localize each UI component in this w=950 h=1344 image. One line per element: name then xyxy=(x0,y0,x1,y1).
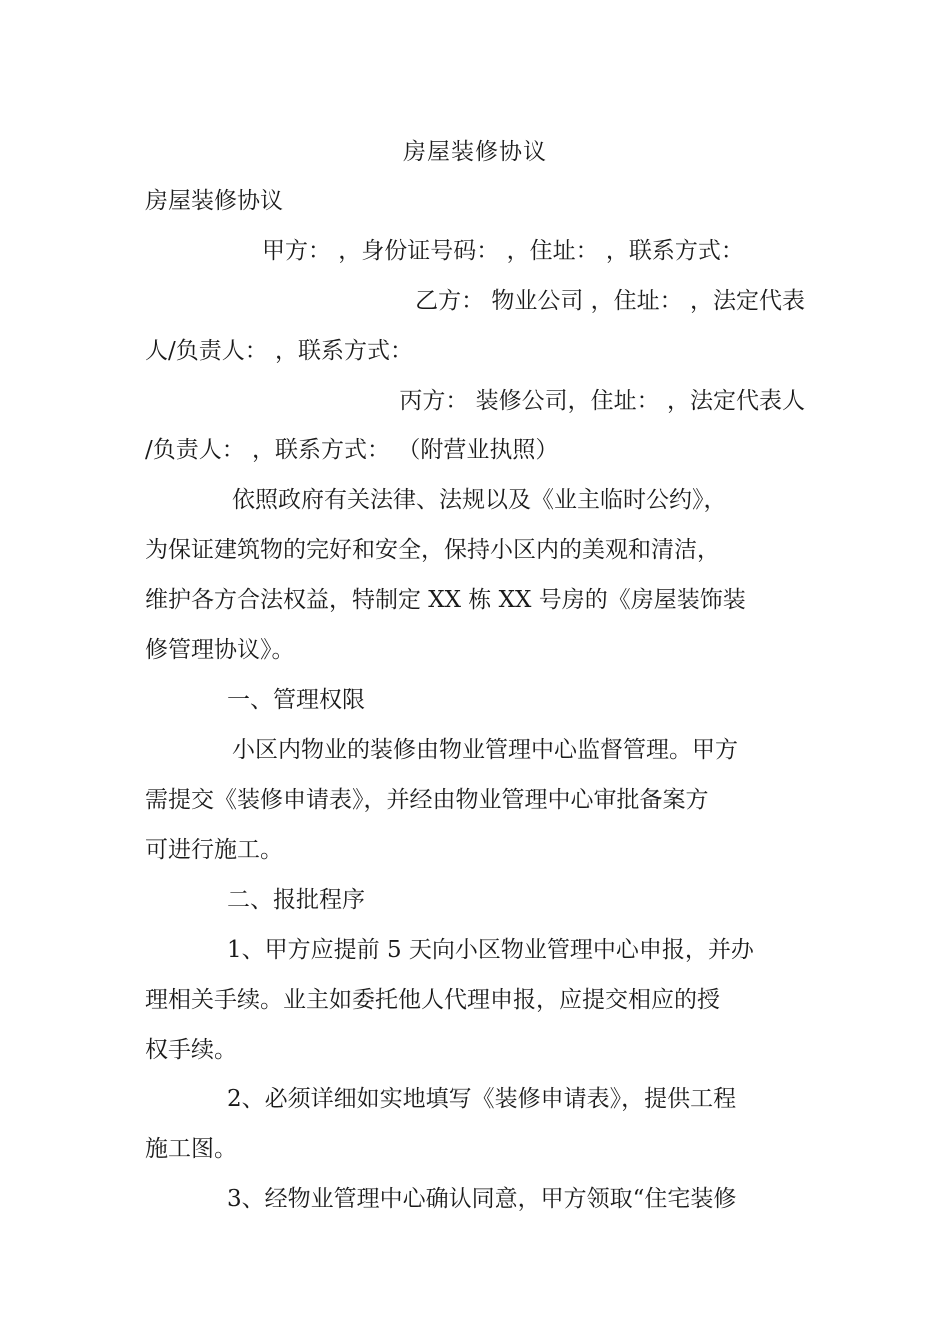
section-1-line-3: 可进行施工。 xyxy=(145,837,283,863)
document-subtitle: 房屋装修协议 xyxy=(145,188,283,214)
item-2-line-2: 施工图。 xyxy=(145,1136,237,1162)
item-1-line-1: 1、甲方应提前 5 天向小区物业管理中心申报，并办 xyxy=(227,937,754,963)
section-2-heading: 二、报批程序 xyxy=(227,887,365,913)
section-1-line-1: 小区内物业的装修由物业管理中心监督管理。甲方 xyxy=(232,737,738,763)
intro-line-3: 维护各方合法权益，特制定 XX 栋 XX 号房的《房屋装饰装 xyxy=(145,587,746,613)
item-2-line-1: 2、必须详细如实地填写《装修申请表》，提供工程 xyxy=(227,1086,737,1112)
party-a-line: 甲方： ，身份证号码： ，住址： ，联系方式： xyxy=(262,238,744,264)
section-1-line-2: 需提交《装修申请表》，并经由物业管理中心审批备案方 xyxy=(145,787,709,813)
intro-line-1: 依照政府有关法律、法规以及《业主临时公约》， xyxy=(232,487,727,513)
intro-line-4: 修管理协议》。 xyxy=(145,637,295,663)
intro-line-2: 为保证建筑物的完好和安全，保持小区内的美观和清洁， xyxy=(145,537,720,563)
party-c-line-2: /负责人： ，联系方式： （附营业执照） xyxy=(145,437,559,463)
document-title: 房屋装修协议 xyxy=(403,139,547,165)
section-1-heading: 一、管理权限 xyxy=(227,687,365,713)
item-1-line-2: 理相关手续。业主如委托他人代理申报，应提交相应的授 xyxy=(145,987,720,1013)
party-b-line-1: 乙方： 物业公司 ，住址： ，法定代表 xyxy=(415,288,805,314)
party-b-line-2: 人/负责人： ，联系方式： xyxy=(145,338,414,364)
item-3-line-1: 3、经物业管理中心确认同意，甲方领取“住宅装修 xyxy=(227,1186,737,1212)
item-1-line-3: 权手续。 xyxy=(145,1037,237,1063)
party-c-line-1: 丙方： 装修公司，住址： ，法定代表人 xyxy=(399,388,805,414)
